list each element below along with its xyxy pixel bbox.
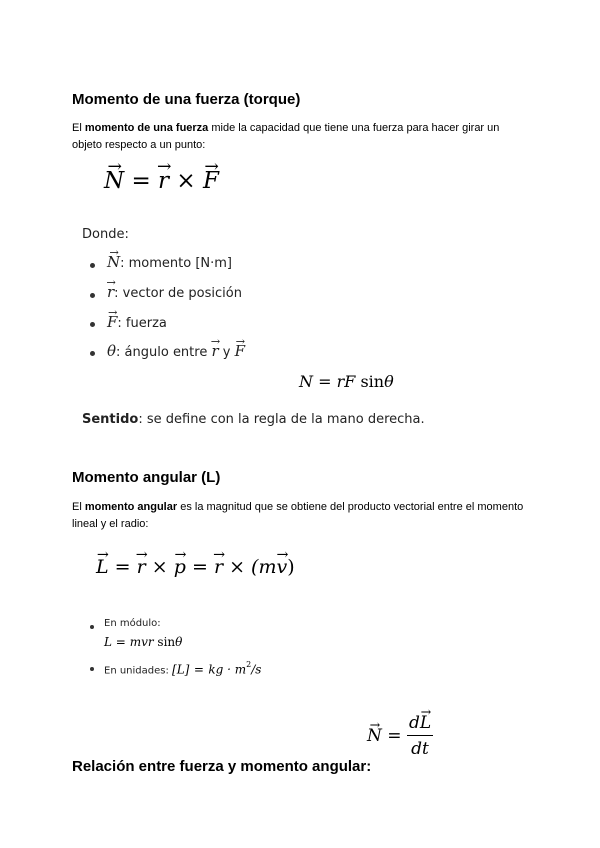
f-symbol: → F xyxy=(235,342,245,360)
angular-intro-line2: lineal y el radio: xyxy=(72,518,149,530)
magnitude-lhs: N xyxy=(299,372,313,391)
unidades-line xyxy=(104,660,261,678)
times-2: × xyxy=(229,556,245,578)
section-title-angular: Momento angular (L) xyxy=(72,469,221,486)
l-symbol: → L xyxy=(96,556,109,578)
torque-intro-line1 xyxy=(72,120,499,137)
list-item-fuerza xyxy=(107,313,167,331)
list-item-text: : ángulo entre xyxy=(116,345,212,360)
torque-magnitude-formula xyxy=(299,372,394,391)
list-item-text: : fuerza xyxy=(117,316,167,331)
paren-close: ) xyxy=(287,556,295,578)
magnitude-theta: θ xyxy=(384,372,394,391)
donde-label: Donde: xyxy=(82,227,129,242)
relation-fraction xyxy=(407,713,433,759)
bullet xyxy=(90,263,95,268)
section-title-torque: Momento de una fuerza (torque) xyxy=(72,91,301,108)
torque-intro-line2: objeto respecto a un punto: xyxy=(72,139,206,151)
list-item-posicion xyxy=(107,283,242,301)
torque-f-symbol: → F xyxy=(203,168,219,194)
r-symbol: → r xyxy=(137,556,146,578)
modulo-rhs: mvr xyxy=(129,635,154,649)
theta-symbol: θ xyxy=(107,342,117,360)
eq-2: = xyxy=(191,556,208,578)
p-symbol: → p xyxy=(174,556,186,578)
bullet xyxy=(90,293,95,298)
magnitude-rhs: rF xyxy=(336,372,356,391)
bullet xyxy=(90,667,94,671)
bullet xyxy=(90,322,95,327)
torque-intro-rest: mide la capacidad que tiene una fuerza para hacer girar un xyxy=(208,122,500,134)
eq-1: = xyxy=(114,556,131,578)
torque-intro-pre: El xyxy=(72,122,85,134)
unidades-lhs: [L] xyxy=(172,662,190,677)
bullet xyxy=(90,351,95,356)
modulo-eq: = xyxy=(115,635,126,649)
f-symbol: → F xyxy=(107,313,117,331)
angular-intro-rest: es la magnitud que se obtiene del producto vectorial entre el momento xyxy=(177,501,524,513)
sentido-line xyxy=(82,412,425,427)
torque-formula xyxy=(104,168,219,194)
relation-eq: = xyxy=(387,726,402,746)
unidades-label: En unidades: xyxy=(104,665,173,677)
sentido-bold: Sentido xyxy=(82,412,139,427)
bullet xyxy=(90,625,94,629)
modulo-label: En módulo: xyxy=(104,618,161,629)
angular-intro-line1 xyxy=(72,499,523,516)
magnitude-eq: = xyxy=(318,372,332,391)
v-symbol: → v xyxy=(276,556,287,578)
list-item-conj: y xyxy=(218,345,235,360)
magnitude-sin: sin xyxy=(360,372,385,391)
modulo-sin: sin xyxy=(157,635,176,649)
torque-r-symbol: → r xyxy=(158,168,169,194)
num-d: d xyxy=(408,713,420,733)
relation-n: → N xyxy=(367,726,382,746)
modulo-theta: θ xyxy=(175,635,183,649)
torque-times: × xyxy=(176,168,196,194)
unidades-tail: /s xyxy=(251,662,262,677)
modulo-formula xyxy=(104,635,182,649)
list-item-text: : momento [N·m] xyxy=(120,256,233,271)
fraction-numerator xyxy=(407,713,433,736)
paren-m: (m xyxy=(251,556,277,578)
angular-formula xyxy=(96,556,295,578)
torque-n-symbol: → N xyxy=(104,168,124,194)
section-title-relacion: Relación entre fuerza y momento angular: xyxy=(72,758,372,775)
num-l: → L xyxy=(420,713,431,733)
list-item-angulo xyxy=(107,342,245,360)
angular-intro-pre: El xyxy=(72,501,85,513)
unidades-sup: 2 xyxy=(246,660,252,669)
angular-intro-bold: momento angular xyxy=(84,501,178,513)
unidades-rhs: kg · m xyxy=(208,662,247,677)
times-1: × xyxy=(151,556,168,578)
list-item-momento xyxy=(107,253,232,271)
r-symbol: → r xyxy=(107,283,114,301)
list-item-text: : vector de posición xyxy=(114,286,242,301)
unidades-eq: = xyxy=(193,662,204,677)
r-symbol: → r xyxy=(211,342,218,360)
sentido-text: : se define con la regla de la mano derecha. xyxy=(138,412,425,427)
modulo-lhs: L xyxy=(104,635,112,649)
r-symbol: → r xyxy=(214,556,223,578)
n-symbol: → N xyxy=(107,253,120,271)
fraction-denominator: dt xyxy=(411,739,429,759)
torque-intro-bold: momento de una fuerza xyxy=(84,122,209,134)
relation-formula xyxy=(367,713,433,759)
torque-eq: = xyxy=(131,168,151,194)
